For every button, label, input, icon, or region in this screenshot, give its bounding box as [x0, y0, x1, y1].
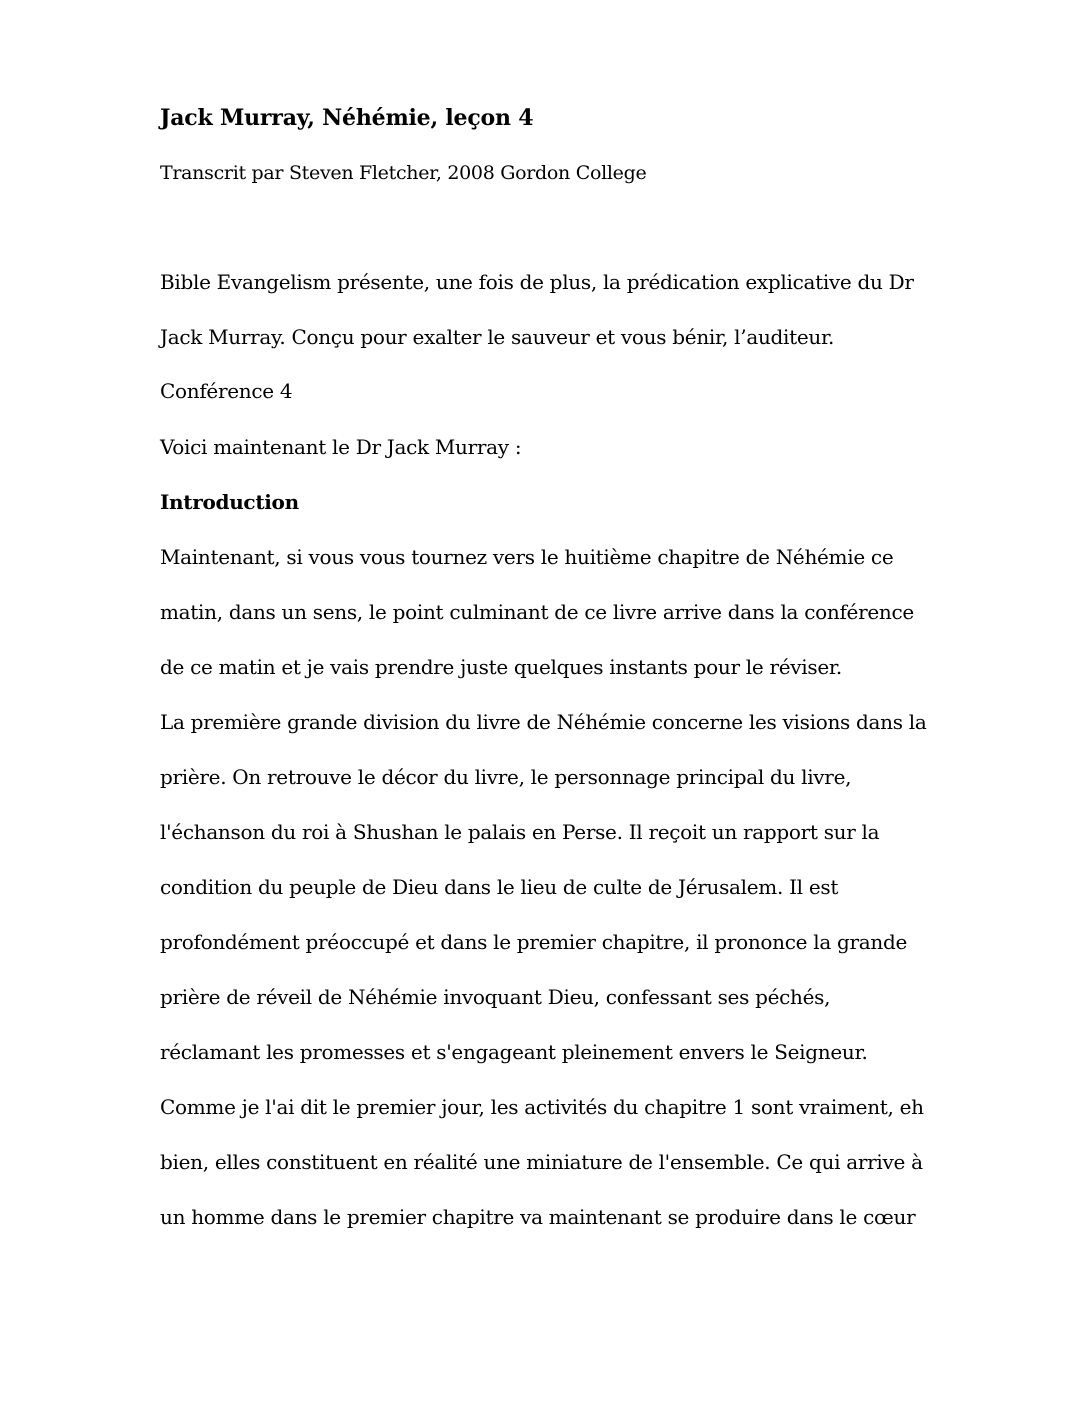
section-heading: Introduction — [160, 490, 299, 514]
document-title: Jack Murray, Néhémie, leçon 4 — [160, 105, 534, 131]
body-line: l'échanson du roi à Shushan le palais en Perse. Il reçoit un rapport sur la — [160, 820, 880, 844]
body-line: prière de réveil de Néhémie invoquant Dieu, confessant ses péchés, — [160, 985, 831, 1009]
body-line: La première grande division du livre de Néhémie concerne les visions dans la — [160, 710, 927, 734]
body-line: de ce matin et je vais prendre juste quelques instants pour le réviser. — [160, 655, 842, 679]
intro-line: Bible Evangelism présente, une fois de plus, la prédication explicative du Dr — [160, 270, 914, 294]
body-line: matin, dans un sens, le point culminant de ce livre arrive dans la conférence — [160, 600, 914, 624]
body-line: profondément préoccupé et dans le premier chapitre, il prononce la grande — [160, 930, 908, 954]
body-line: bien, elles constituent en réalité une miniature de l'ensemble. Ce qui arrive à — [160, 1150, 923, 1174]
body-line: un homme dans le premier chapitre va maintenant se produire dans le cœur — [160, 1205, 916, 1229]
conference-label: Conférence 4 — [160, 379, 293, 403]
body-line: réclamant les promesses et s'engageant pleinement envers le Seigneur. — [160, 1040, 868, 1064]
speaker-line: Voici maintenant le Dr Jack Murray : — [160, 435, 522, 459]
body-line: Comme je l'ai dit le premier jour, les activités du chapitre 1 sont vraiment, eh — [160, 1095, 924, 1119]
body-line: Maintenant, si vous vous tournez vers le huitième chapitre de Néhémie ce — [160, 545, 894, 569]
transcriber-credit: Transcrit par Steven Fletcher, 2008 Gordon College — [160, 162, 647, 184]
body-line: prière. On retrouve le décor du livre, le personnage principal du livre, — [160, 765, 852, 789]
intro-line: Jack Murray. Conçu pour exalter le sauveur et vous bénir, l’auditeur. — [160, 325, 835, 349]
body-line: condition du peuple de Dieu dans le lieu de culte de Jérusalem. Il est — [160, 875, 839, 899]
